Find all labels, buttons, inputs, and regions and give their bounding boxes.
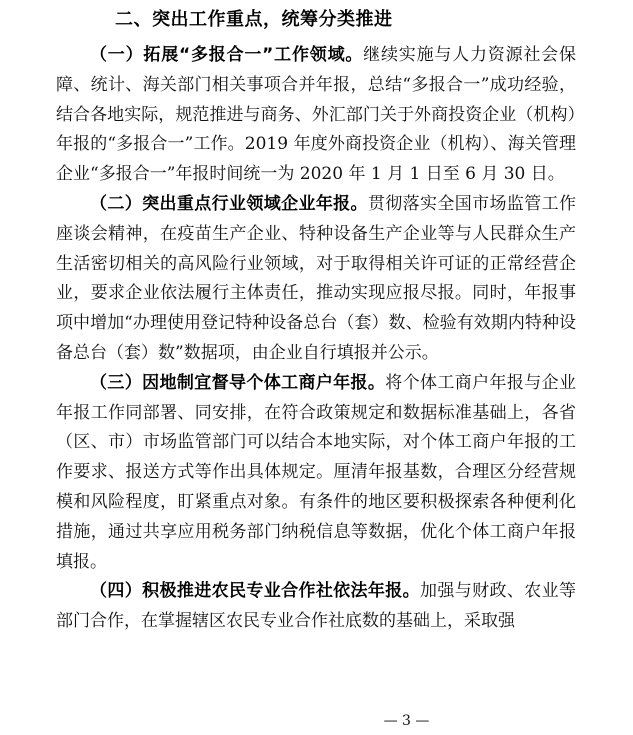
paragraph-4	[56, 577, 576, 637]
paragraph-1-text: 继续实施与人力资源社会保障、统计、海关部门相关事项合并年报，总结“多报合一”成功经验，结合各地实际，规范推进与商务、外汇部门关于外商投资企业（机构）年报的“多报合一”工作。2019 年度外商投资企业（机构）、海关管理企业“多报合一”年报时间统一为 2020 年 1 月 1 日至 6 月 30 日。	[56, 45, 576, 185]
paragraph-3-lead: （三）因地制宜督导个体工商户年报。	[90, 372, 386, 393]
paragraph-4-lead: （四）积极推进农民专业合作社依法年报。	[90, 581, 421, 602]
page-number: — 3 —	[383, 713, 430, 729]
paragraph-1-lead: （一）拓展“多报合一”工作领域。	[90, 45, 364, 65]
paragraph-1	[56, 41, 576, 190]
paragraph-2-lead: （二）突出重点行业领域企业年报。	[90, 193, 368, 214]
paragraph-3	[56, 369, 576, 578]
paragraph-2	[56, 190, 576, 369]
paragraph-4-text: 加强与财政、农业等部门合作，在掌握辖区农民专业合作社底数的基础上，采取强	[56, 581, 577, 632]
paragraph-2-text: 贯彻落实全国市场监管工作座谈会精神，在疫苗生产企业、特种设备生产企业等与人民群众生产生活密切相关的高风险行业领域，对于取得相关许可证的正常经营企业，要求企业依法履行主体责任，推动实现应报尽报。同时，年报事项中增加“办理使用登记特种设备总台（套）数、检验有效期内特种设备总台（套）数”数据项，由企业自行填报并公示。	[56, 193, 577, 363]
paragraph-3-text: 将个体工商户年报与企业年报工作同部署、同安排，在符合政策规定和数据标准基础上，各省（区、市）市场监管部门可以结合本地实际，对个体工商户年报的工作要求、报送方式等作出具体规定。厘清年报基数，合理区分经营规模和风险程度，盯紧重点对象。有条件的地区要积极探索各种便利化措施，通过共享应用税务部门纳税信息等数据，优化个体工商户年报填报。	[56, 372, 577, 572]
document-body	[56, 41, 576, 637]
section-heading: 二、突出工作重点，统筹分类推进	[115, 9, 393, 30]
